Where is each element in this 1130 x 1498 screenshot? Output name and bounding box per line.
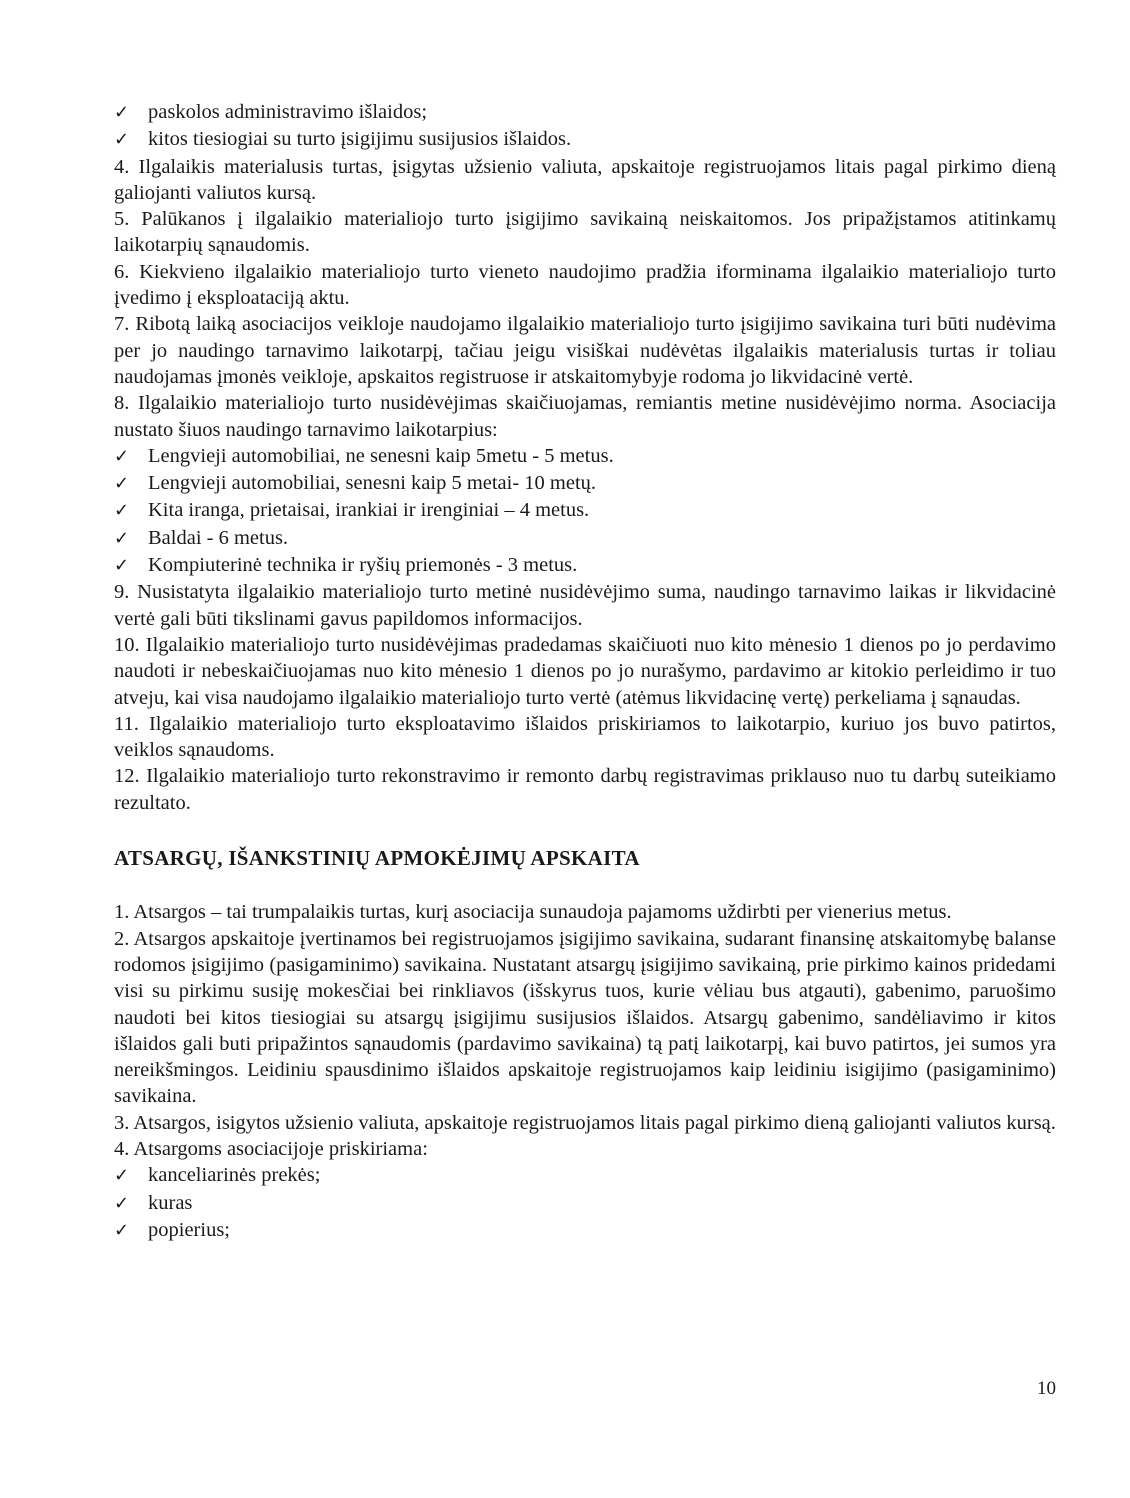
paragraph-9: 9. Nusistatyta ilgalaikio materialiojo turto metinė nusidėvėjimo suma, naudingo tarnavimo laikas ir likvidacinė vertė gali būti tikslinami gavus papildomos informacijos. (114, 581, 1056, 630)
list-item (114, 525, 1056, 552)
list-item (114, 1217, 1056, 1244)
section-heading: ATSARGŲ, IŠANKSTINIŲ APMOKĖJIMŲ APSKAITA (114, 846, 640, 871)
list-item (114, 126, 1056, 153)
list-item-text: Baldai - 6 metus. (148, 526, 289, 549)
list-item (114, 1162, 1056, 1189)
checkmark-icon: ✓ (114, 129, 130, 151)
checkmark-icon: ✓ (114, 445, 130, 467)
checkmark-icon: ✓ (114, 1219, 130, 1241)
page-content (114, 99, 1056, 1244)
paragraph-6: 6. Kiekvieno ilgalaikio materialiojo turto vieneto naudojimo pradžia iforminama ilgalaikio materialiojo turto įvedimo į eksploataciją aktu. (114, 260, 1056, 310)
checkmark-icon: ✓ (114, 1165, 130, 1187)
section-paragraph-1: 1. Atsargos – tai trumpalaikis turtas, kurį asociacija sunaudoja pajamoms uždirbti per vienerius metus. (114, 901, 952, 924)
list-item-text: kitos tiesiogiai su turto įsigijimu susijusios išlaidos. (148, 128, 572, 151)
list-item-text: Kita iranga, prietaisai, irankiai ir irenginiai – 4 metus. (148, 499, 590, 522)
list-item-text: kanceliarinės prekės; (148, 1164, 321, 1187)
paragraph-7: 7. Ribotą laiką asociacijos veikloje naudojamo ilgalaikio materialiojo turto įsigijimo savikaina turi būti nudėvima per jo naudingo tarnavimo laikotarpį, tačiau jeigu visiškai nudėvėtas ilgalaikis materialusis turtas ir toliau naudojamas įmonės veikloje, apskaitos registruose ir atskaitomybyje rodoma jo likvidacinė vertė. (114, 313, 1056, 388)
list-item-text: kuras (148, 1191, 193, 1214)
checkmark-icon: ✓ (114, 527, 130, 549)
checkmark-icon: ✓ (114, 102, 130, 123)
list-item (114, 1190, 1056, 1217)
checkmark-icon: ✓ (114, 500, 130, 522)
section-paragraph-4: 4. Atsargoms asociacijoje priskiriama: (114, 1137, 428, 1160)
page-number: 10 (1037, 1378, 1056, 1399)
paragraph-8: 8. Ilgalaikio materialiojo turto nusidėvėjimas skaičiuojamas, remiantis metine nusidėvėjimo norma. Asociacija nustato šiuos naudingo tarnavimo laikotarpius: (114, 392, 1056, 441)
checkmark-icon: ✓ (114, 1192, 130, 1214)
section-paragraph-2: 2. Atsargos apskaitoje įvertinamos bei registruojamos įsigijimo savikaina, sudarant finansinę atskaitomybę balanse rodomos įsigijimo (pasigaminimo) savikaina. Nustatant atsargų įsigijimo savikainą, prie pirkimo kainos pridedami visi su pirkimu susiję mokesčiai bei rinkliavos (išskyrus tuos, kurie vėliau bus atgauti), gabenimo, paruošimo naudoti bei kitos tiesiogiai su atsargų įsigijimu susijusios išlaidos. Atsargų gabenimo, sandėliavimo ir kitos išlaidos gali buti pripažintos sąnaudomis (pardavimo savikaina) tą patį laikotarpį, kai buvo patirtos, jei sumos yra nereikšmingos. Leidiniu spausdinimo išlaidos apskaitoje registruojamos kaip leidiniu isigijimo (pasigaminimo) savikaina. (114, 927, 1056, 1108)
section-paragraph-3: 3. Atsargos, isigytos užsienio valiuta, apskaitoje registruojamos litais pagal pirkimo dieną galiojanti valiutos kursą. (114, 1111, 1056, 1134)
checkmark-icon: ✓ (114, 473, 130, 495)
paragraph-11: 11. Ilgalaikio materialiojo turto eksploatavimo išlaidos priskiriamos to laikotarpio, kuriuo jos buvo patirtos, veiklos sąnaudoms. (114, 712, 1056, 762)
list-item (114, 497, 1056, 524)
checkmark-icon: ✓ (114, 555, 130, 577)
list-item-text: Lengvieji automobiliai, ne senesni kaip 5metu - 5 metus. (148, 444, 614, 467)
paragraph-5: 5. Palūkanos į ilgalaikio materialiojo turto įsigijimo savikainą neiskaitomos. Jos pripažįstamos atitinkamų laikotarpių sąnaudomis. (114, 208, 1056, 257)
list-item-text: Lengvieji automobiliai, senesni kaip 5 metai- 10 metų. (148, 472, 597, 495)
list-item (114, 443, 1056, 470)
list-item (114, 552, 1056, 579)
list-item-text: popierius; (148, 1218, 230, 1241)
list-item (114, 470, 1056, 497)
list-item-text: paskolos administravimo išlaidos; (148, 101, 428, 123)
paragraph-10: 10. Ilgalaikio materialiojo turto nusidėvėjimas pradedamas skaičiuoti nuo kito mėnesio 1 dienos po jo perdavimo naudoti ir nebeskaičiuojamas nuo kito mėnesio 1 dienos po jo nurašymo, pardavimo ar kitokio perleidimo ir tuo atveju, kai visa naudojamo ilgalaikio materialiojo turto vertė (atėmus likvidacinę vertę) perkeliama į sąnaudas. (114, 633, 1056, 709)
list-item-text: Kompiuterinė technika ir ryšių priemonės - 3 metus. (148, 554, 578, 577)
paragraph-4: 4. Ilgalaikis materialusis turtas, įsigytas užsienio valiuta, apskaitoje registruojamos litais pagal pirkimo dieną galiojanti valiutos kursą. (114, 155, 1056, 204)
paragraph-12: 12. Ilgalaikio materialiojo turto rekonstravimo ir remonto darbų registravimas priklauso nuo tu darbų suteikiamo rezultato. (114, 765, 1056, 814)
list-item (114, 99, 1056, 126)
